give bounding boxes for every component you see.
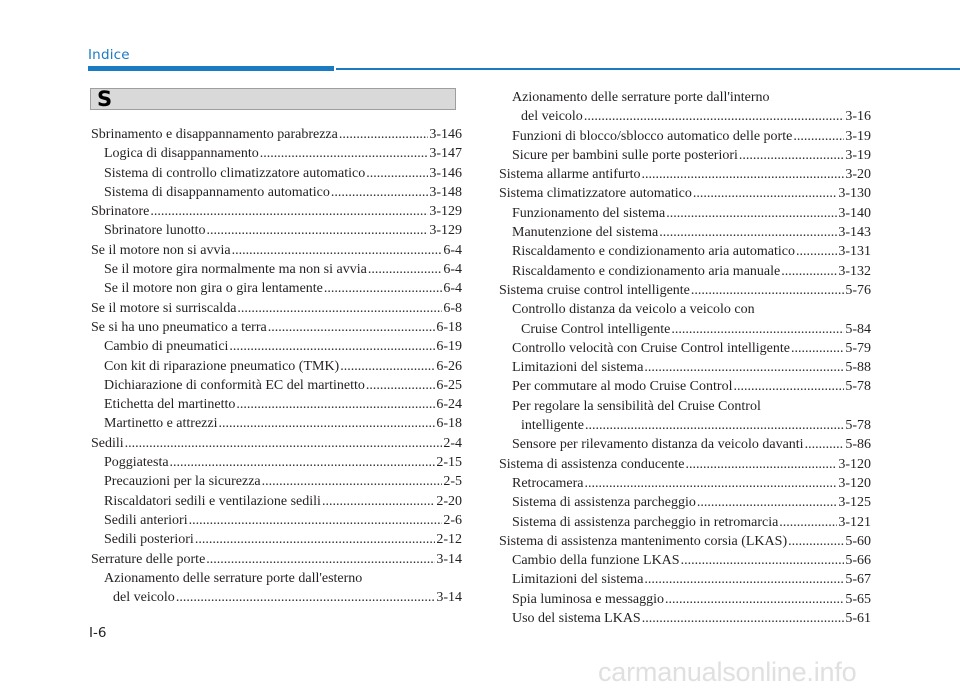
- entry-label: Sbrinatore: [91, 204, 150, 220]
- dot-leader: [685, 455, 837, 474]
- entry-page: 3-125: [838, 495, 871, 511]
- dot-leader: [585, 416, 844, 435]
- dot-leader: [229, 337, 435, 356]
- dot-leader: [262, 472, 443, 491]
- entry-label: Retrocamera: [512, 475, 584, 491]
- dot-leader: [665, 590, 844, 609]
- entry-label: Funzioni di blocco/sblocco automatico delle porte: [512, 128, 793, 144]
- index-subentry: [499, 513, 871, 532]
- entry-page: 5-79: [845, 340, 871, 356]
- entry-page: 6-18: [436, 416, 462, 432]
- index-subentry: [499, 127, 871, 146]
- index-subentry: [91, 511, 462, 530]
- entry-label: Sedili anteriori: [104, 512, 188, 528]
- index-entry: [91, 434, 462, 453]
- entry-page: 5-66: [845, 553, 871, 569]
- index-entry-wrapped-line: Per regolare la sensibilità del Cruise Control: [512, 398, 761, 414]
- entry-page: 3-129: [429, 223, 462, 239]
- index-subentry: [499, 474, 871, 493]
- index-entry: [91, 241, 462, 260]
- section-letter: S: [97, 87, 113, 111]
- index-subentry: [499, 570, 871, 589]
- index-subentry: [499, 551, 871, 570]
- index-entry: [91, 202, 462, 221]
- index-subentry: [499, 435, 871, 454]
- section-letter-bar: [90, 88, 456, 110]
- entry-label: Per commutare al modo Cruise Control: [512, 379, 733, 395]
- dot-leader: [697, 493, 837, 512]
- index-entry: [499, 532, 871, 551]
- index-entry: [499, 455, 871, 474]
- dot-leader: [666, 204, 837, 223]
- entry-page: 3-129: [429, 204, 462, 220]
- entry-page: 5-86: [845, 437, 871, 453]
- index-subentry: [91, 183, 462, 202]
- index-column-left: [91, 125, 462, 607]
- entry-label: Sedili posteriori: [104, 532, 194, 548]
- index-entry: [91, 318, 462, 337]
- dot-leader: [236, 395, 435, 414]
- dot-leader: [219, 414, 436, 433]
- index-subentry: [91, 337, 462, 356]
- entry-page: 3-146: [429, 127, 462, 142]
- entry-page: 3-16: [845, 109, 871, 125]
- entry-label: Sicure per bambini sulle porte posteriori: [512, 147, 738, 163]
- index-entry-wrapped-line: Controllo distanza da veicolo a veicolo con: [512, 302, 755, 318]
- dot-leader: [644, 358, 844, 377]
- index-subentry: [91, 414, 462, 433]
- entry-page: 6-4: [443, 262, 462, 278]
- header-rule-thick: [88, 66, 334, 71]
- entry-label: Con kit di riparazione pneumatico (TMK): [104, 358, 340, 374]
- entry-label: Logica di disappannamento: [104, 146, 259, 162]
- entry-label: Manutenzione del sistema: [512, 225, 659, 241]
- dot-leader: [779, 513, 837, 532]
- entry-label: Se il motore gira normalmente ma non si avvia: [104, 262, 367, 278]
- dot-leader: [176, 588, 436, 607]
- entry-page: 5-60: [845, 533, 871, 549]
- entry-label: Cambio della funzione LKAS: [512, 553, 680, 569]
- entry-label: Riscaldatori sedili e ventilazione sedili: [104, 493, 321, 509]
- entry-page: 3-147: [429, 146, 462, 162]
- index-subentry: [499, 493, 871, 512]
- index-subentry: [499, 609, 871, 628]
- entry-page: 2-4: [443, 435, 462, 451]
- entry-page: 2-15: [436, 455, 462, 471]
- entry-label: Riscaldamento e condizionamento aria automatico: [512, 244, 796, 260]
- index-subentry: [499, 358, 871, 377]
- index-subentry: [91, 164, 462, 183]
- dot-leader: [805, 435, 845, 454]
- index-subentry: [91, 395, 462, 414]
- entry-label: Poggiatesta: [104, 455, 169, 471]
- index-subentry: [499, 223, 871, 242]
- entry-label: Sensore per rilevamento distanza da veicolo davanti: [512, 437, 804, 453]
- entry-label: Sbrinamento e disappannamento parabrezza: [91, 127, 338, 142]
- index-subentry: [499, 107, 871, 126]
- page-number: I-6: [89, 625, 107, 641]
- entry-label: Sistema cruise control intelligente: [499, 282, 690, 298]
- dot-leader: [206, 550, 435, 569]
- entry-page: 3-19: [845, 147, 871, 163]
- dot-leader: [189, 511, 443, 530]
- entry-label: Sistema di disappannamento automatico: [104, 184, 330, 200]
- page-header-title: Indice: [88, 47, 130, 63]
- entry-label: Sbrinatore lunotto: [104, 223, 206, 239]
- watermark: carmanualsonline.info: [598, 657, 857, 687]
- index-subentry: [499, 416, 871, 435]
- entry-page: 3-143: [838, 225, 871, 241]
- entry-label: Sedili: [91, 435, 124, 451]
- entry-page: 6-19: [436, 339, 462, 355]
- entry-page: 5-76: [845, 282, 871, 298]
- dot-leader: [150, 202, 428, 221]
- entry-label: Serrature delle porte: [91, 551, 206, 567]
- entry-page: 3-121: [838, 514, 871, 530]
- entry-label: Sistema climatizzatore automatico: [499, 186, 692, 202]
- index-column-right: [499, 88, 871, 628]
- entry-page: 5-65: [845, 591, 871, 607]
- index-subentry: [499, 339, 871, 358]
- entry-label: intelligente: [521, 418, 584, 434]
- index-entry: [91, 550, 462, 569]
- dot-leader: [681, 551, 845, 570]
- entry-label: Sistema di assistenza parcheggio in retromarcia: [512, 514, 779, 530]
- dot-leader: [232, 241, 443, 260]
- dot-leader: [788, 532, 844, 551]
- entry-label: Se il motore si surriscalda: [91, 300, 237, 316]
- dot-leader: [644, 570, 844, 589]
- entry-label: del veicolo: [113, 590, 175, 606]
- entry-label: Riscaldamento e condizionamento aria manuale: [512, 263, 781, 279]
- entry-page: 2-6: [443, 512, 462, 528]
- dot-leader: [368, 260, 443, 279]
- entry-page: 3-131: [838, 244, 871, 260]
- dot-leader: [693, 184, 838, 203]
- index-subentry: [91, 221, 462, 240]
- entry-page: 3-132: [838, 263, 871, 279]
- entry-page: 3-120: [838, 456, 871, 472]
- entry-page: 2-20: [436, 493, 462, 509]
- entry-label: Martinetto e attrezzi: [104, 416, 218, 432]
- entry-page: 5-78: [845, 379, 871, 395]
- dot-leader: [339, 125, 428, 144]
- entry-page: 2-12: [436, 532, 462, 548]
- entry-page: 3-120: [838, 475, 871, 491]
- entry-page: 6-25: [436, 377, 462, 393]
- entry-label: Sistema di assistenza conducente: [499, 456, 685, 472]
- entry-label: Etichetta del martinetto: [104, 397, 236, 413]
- index-subentry: [499, 320, 871, 339]
- entry-label: Limitazioni del sistema: [512, 360, 644, 376]
- entry-label: Se si ha uno pneumatico a terra: [91, 319, 267, 335]
- entry-label: Sistema allarme antifurto: [499, 167, 641, 183]
- dot-leader: [207, 221, 429, 240]
- entry-page: 6-8: [443, 300, 462, 316]
- index-subentry: [499, 262, 871, 281]
- dot-leader: [585, 474, 838, 493]
- dot-leader: [260, 144, 429, 163]
- dot-leader: [584, 107, 845, 126]
- index-subentry: [91, 357, 462, 376]
- entry-page: 3-140: [838, 205, 871, 221]
- entry-page: 3-20: [845, 167, 871, 183]
- index-subentry: [499, 377, 871, 396]
- index-subentry: [499, 204, 871, 223]
- entry-page: 3-14: [436, 590, 462, 606]
- dot-leader: [366, 376, 435, 395]
- dot-leader: [642, 609, 845, 628]
- entry-page: 2-5: [443, 474, 462, 490]
- dot-leader: [366, 164, 428, 183]
- index-subentry: [91, 279, 462, 298]
- entry-page: 3-130: [838, 186, 871, 202]
- dot-leader: [324, 279, 442, 298]
- dot-leader: [322, 492, 435, 511]
- entry-label: Se il motore non si avvia: [91, 242, 231, 258]
- dot-leader: [268, 318, 436, 337]
- entry-label: del veicolo: [521, 109, 583, 125]
- entry-label: Cruise Control intelligente: [521, 321, 671, 337]
- dot-leader: [691, 281, 844, 300]
- dot-leader: [796, 242, 837, 261]
- entry-label: Funzionamento del sistema: [512, 205, 666, 221]
- dot-leader: [781, 262, 837, 281]
- dot-leader: [733, 377, 844, 396]
- entry-page: 6-4: [443, 242, 462, 258]
- index-entry: [91, 125, 462, 144]
- entry-page: 3-146: [429, 165, 462, 181]
- index-subentry: [91, 260, 462, 279]
- index-subentry: [91, 144, 462, 163]
- entry-page: 5-84: [845, 321, 871, 337]
- index-subentry: [91, 453, 462, 472]
- entry-page: 3-14: [436, 551, 462, 567]
- entry-label: Sistema di assistenza parcheggio: [512, 495, 696, 511]
- index-subentry: [499, 590, 871, 609]
- dot-leader: [170, 453, 436, 472]
- dot-leader: [791, 339, 844, 358]
- index-subentry: [499, 146, 871, 165]
- dot-leader: [331, 183, 428, 202]
- entry-page: 5-67: [845, 572, 871, 588]
- index-subentry: [91, 492, 462, 511]
- index-entry: [91, 299, 462, 318]
- index-subentry: [91, 530, 462, 549]
- entry-label: Spia luminosa e messaggio: [512, 591, 665, 607]
- dot-leader: [659, 223, 837, 242]
- index-entry-wrapped-line: Azionamento delle serrature porte dall'interno: [512, 90, 770, 105]
- entry-page: 6-18: [436, 319, 462, 335]
- dot-leader: [642, 165, 845, 184]
- index-entry: [499, 165, 871, 184]
- entry-page: 3-19: [845, 128, 871, 144]
- entry-label: Dichiarazione di conformità EC del martinetto: [104, 377, 365, 393]
- entry-label: Sistema di assistenza mantenimento corsia (LKAS): [499, 533, 788, 549]
- dot-leader: [340, 357, 435, 376]
- entry-page: 5-88: [845, 360, 871, 376]
- entry-label: Cambio di pneumatici: [104, 339, 229, 355]
- entry-label: Sistema di controllo climatizzatore automatico: [104, 165, 366, 181]
- index-subentry: [91, 588, 462, 607]
- dot-leader: [793, 127, 844, 146]
- entry-label: Precauzioni per la sicurezza: [104, 474, 261, 490]
- entry-label: Uso del sistema LKAS: [512, 611, 641, 627]
- entry-label: Limitazioni del sistema: [512, 572, 644, 588]
- index-entry: [499, 281, 871, 300]
- entry-page: 3-148: [429, 184, 462, 200]
- dot-leader: [739, 146, 844, 165]
- entry-page: 5-78: [845, 418, 871, 434]
- dot-leader: [125, 434, 443, 453]
- entry-page: 6-26: [436, 358, 462, 374]
- index-subentry: [91, 472, 462, 491]
- entry-page: 6-4: [443, 281, 462, 297]
- entry-label: Controllo velocità con Cruise Control intelligente: [512, 340, 791, 356]
- index-entry: [499, 184, 871, 203]
- dot-leader: [237, 299, 442, 318]
- dot-leader: [195, 530, 436, 549]
- entry-page: 5-61: [845, 611, 871, 627]
- header-rule-thin: [336, 68, 960, 70]
- entry-page: 6-24: [436, 397, 462, 413]
- index-entry-wrapped-line: Azionamento delle serrature porte dall'esterno: [104, 570, 363, 586]
- dot-leader: [671, 320, 844, 339]
- index-subentry: [91, 376, 462, 395]
- index-subentry: [499, 242, 871, 261]
- entry-label: Se il motore non gira o gira lentamente: [104, 281, 323, 297]
